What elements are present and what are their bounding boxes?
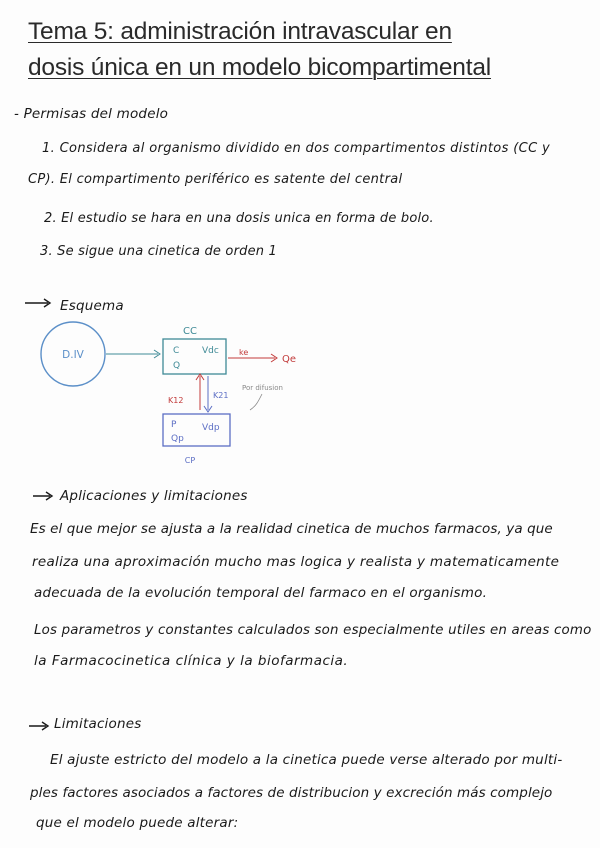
esquema-heading: Esquema bbox=[60, 298, 124, 314]
aplicaciones-line-1: Es el que mejor se ajusta a la realidad cinetica de muchos farmacos, ya que bbox=[30, 521, 553, 537]
k12-label: K12 bbox=[168, 396, 184, 405]
cp-qp-label: Qp bbox=[171, 434, 184, 444]
dose-label: D.IV bbox=[62, 349, 84, 361]
premisa-1-line-2: CP). El compartimento periférico es satente del central bbox=[28, 172, 403, 187]
cp-label: CP bbox=[184, 456, 196, 465]
qe-label: Qe bbox=[282, 354, 297, 365]
difusion-pointer bbox=[250, 394, 262, 410]
page-title-line-1: Tema 5: administración intravascular en bbox=[28, 18, 452, 45]
arrow-right-icon bbox=[28, 719, 52, 731]
cp-vdp-label: Vdp bbox=[202, 423, 220, 433]
aplicaciones-line-5: la Farmacocinetica clínica y la biofarmacia. bbox=[34, 653, 349, 669]
bicompartment-diagram bbox=[30, 318, 330, 468]
limitaciones-heading: Limitaciones bbox=[54, 716, 142, 732]
premisas-heading: - Permisas del modelo bbox=[14, 106, 169, 122]
cc-q-label: Q bbox=[173, 361, 181, 371]
arrow-right-icon bbox=[24, 296, 54, 308]
premisa-1-line-1: 1. Considera al organismo dividido en dos compartimentos distintos (CC y bbox=[42, 141, 551, 156]
aplicaciones-line-2: realiza una aproximación mucho mas logica y realista y matematicamente bbox=[32, 554, 560, 570]
cp-p-label: P bbox=[171, 420, 177, 430]
premisa-3: 3. Se sigue una cinetica de orden 1 bbox=[40, 244, 278, 259]
cc-c-label: C bbox=[173, 346, 180, 356]
por-difusion-label: Por difusion bbox=[242, 384, 283, 392]
cc-label: CC bbox=[183, 326, 197, 337]
aplicaciones-heading: Aplicaciones y limitaciones bbox=[60, 488, 248, 504]
k21-label: K21 bbox=[213, 391, 229, 400]
arrow-right-icon bbox=[32, 489, 56, 501]
aplicaciones-line-4: Los parametros y constantes calculados son especialmente utiles en areas como bbox=[34, 622, 592, 638]
page-title-line-2: dosis única en un modelo bicompartimental bbox=[28, 54, 492, 81]
limitaciones-line-3: que el modelo puede alterar: bbox=[36, 815, 239, 831]
limitaciones-line-2: ples factores asociados a factores de distribucion y excreción más complejo bbox=[30, 785, 553, 801]
cc-vdc-label: Vdc bbox=[202, 346, 219, 356]
limitaciones-line-1: El ajuste estricto del modelo a la cinetica puede verse alterado por multi- bbox=[50, 752, 563, 768]
aplicaciones-line-3: adecuada de la evolución temporal del farmaco en el organismo. bbox=[34, 585, 488, 601]
ke-label: ke bbox=[239, 348, 249, 357]
premisa-2: 2. El estudio se hara en una dosis unica en forma de bolo. bbox=[44, 211, 434, 226]
